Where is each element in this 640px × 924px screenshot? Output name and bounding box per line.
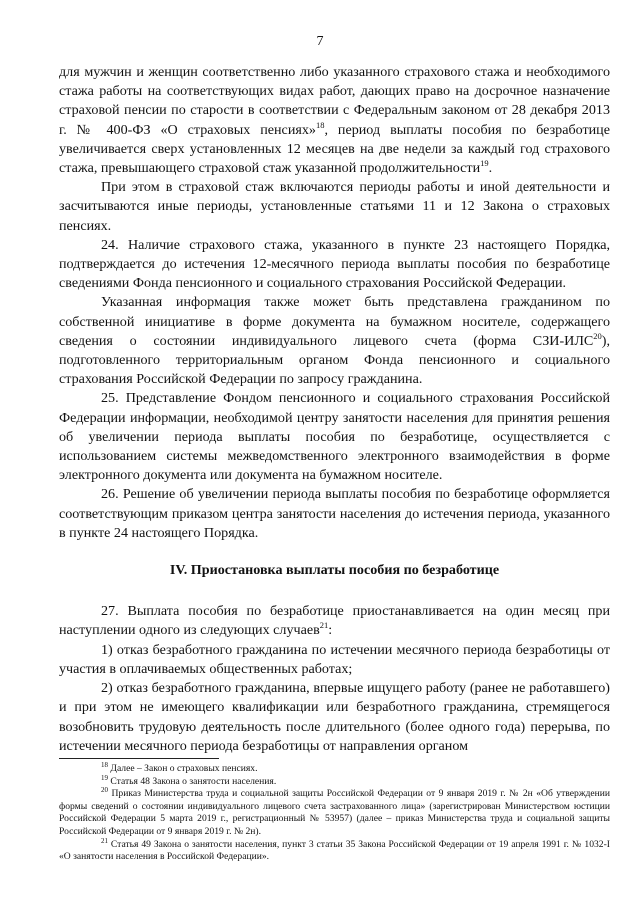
paragraph-26: 26. Решение об увеличении периода выплаты пособия по безработице оформляется соответствующим приказом центра занятости населения до истечения периода, указанного в пункте 24 настоящего Порядка. (59, 486, 610, 541)
paragraph-25: 25. Представление Фондом пенсионного и социального страхования Российской Федерации информации, необходимой центру занятости населения для принятия решения об увеличении периода выплаты пособия по безработице, осуществляется с использованием системы межведомственного электронного взаимодействия в форме электронного документа или документа на бумажном носителе. (59, 390, 610, 484)
section-heading: IV. Приостановка выплаты пособия по безработице (169, 562, 500, 579)
footnote-18: $^{18}$ Далее – Закон о страховых пенсиях. (101, 761, 258, 774)
document-body (59, 63, 610, 756)
footnote-ref-19: 19 (480, 158, 489, 169)
paragraph-27: 27. Выплата пособия по безработице приостанавливается на один месяц при наступлении одного из следующих случаев$^{21}$: (59, 603, 610, 639)
paragraph-24-info: Указанная информация также может быть представлена гражданином по собственной инициативе в форме документа на бумажном носителе, содержащего сведения о состоянии индивидуального лицевого счета (форма СЗИ-ИЛС$^{20}$), подготовленного территориальным органом Фонда пенсионного и социального страхования Российской Федерации по запросу гражданина. (59, 294, 610, 388)
paragraph-insurance-record: При этом в страховой стаж включаются периоды работы и иной деятельности и засчитываются иные периоды, установленные статьями 11 и 12 Закона о страховых пенсиях. (59, 179, 610, 234)
footnotes (59, 763, 610, 864)
paragraph-continuation: для мужчин и женщин соответственно либо указанного страхового стажа и необходимого стажа работы на соответствующих видах работ, дающих право на досрочное назначение страховой пенсии по старости в соответствии с Федеральным законом от 28 декабря 2013 г. № 400-ФЗ «О страховых пенсиях»$^{18}$, период выплаты пособия по безработице увеличивается сверх установленных 12 месяцев на две недели за каждый год страхового стажа, превышающего страховой стаж указанной продолжительности$^{19}$. (59, 64, 610, 177)
footnote-20: $^{20}$ Приказ Министерства труда и социальной защиты Российской Федерации от 9 января 2019 г. № 2н «Об утверждении формы сведений о состоянии индивидуального лицевого счета застрахованного лица» (зарегистрирован Министерством юстиции Российской Федерации 5 марта 2019 г., регистрационный № 53957) (далее – приказ Министерства труда и социальной защиты Российской Федерации от 9 января 2019 г. № 2н). (59, 786, 610, 837)
paragraph-24: 24. Наличие страхового стажа, указанного в пункте 23 настоящего Порядка, подтверждается до истечения 12-месячного периода выплаты пособия по безработице сведениями Фонда пенсионного и социального страхования Российской Федерации. (59, 236, 610, 292)
footnote-separator (59, 758, 219, 759)
paragraph-27-item-2: 2) отказ безработного гражданина, впервые ищущего работу (ранее не работавшего) и при этом не имеющего квалификации или безработного гражданина, стремящегося возобновить трудовую деятельность после длительного (более одного года) перерыва, по истечении месячного периода безработицы от направления органом (59, 680, 610, 754)
footnote-ref-21: 21 (319, 620, 329, 631)
footnote-21: $^{21}$ Статья 49 Закона о занятости населения, пункт 3 статьи 35 Закона Российской Федерации от 19 апреля 1991 г. № 1032-I «О занятости населения в Российской Федерации». (59, 836, 610, 863)
footnote-ref-20: 20 (593, 330, 602, 341)
footnote-ref-18: 18 (315, 119, 325, 130)
page-number: 7 (316, 34, 324, 49)
paragraph-27-item-1: 1) отказ безработного гражданина по истечении месячного периода безработицы от участия в оплачиваемых общественных работах; (59, 641, 610, 677)
footnote-19: $^{19}$ Статья 48 Закона о занятости населения. (101, 773, 277, 787)
